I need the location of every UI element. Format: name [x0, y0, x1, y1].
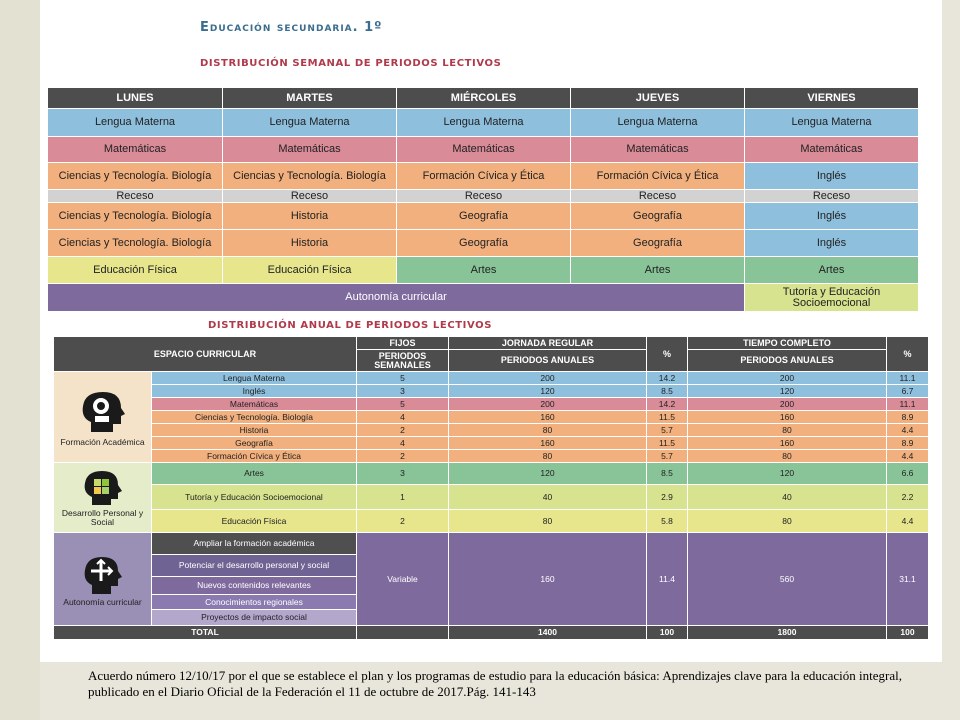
weekly-schedule-table — [47, 87, 919, 312]
value-cell: 3 — [357, 385, 449, 398]
table-row — [54, 450, 929, 463]
value-cell: 4 — [357, 437, 449, 450]
total-row — [54, 626, 929, 640]
tutoria-cell: Tutoría y Educación Socioemocional — [745, 284, 919, 312]
schedule-cell: Ciencias y Tecnología. Biología — [223, 163, 397, 190]
value-cell: 120 — [449, 463, 647, 485]
value-cell: 11.5 — [647, 437, 688, 450]
schedule-cell: Geografía — [397, 203, 571, 230]
subject-cell: Educación Física — [152, 510, 357, 533]
schedule-cell: Educación Física — [48, 257, 223, 284]
value-cell: 5 — [357, 372, 449, 385]
value-cell: 160 — [688, 437, 887, 450]
schedule-cell: Ciencias y Tecnología. Biología — [48, 163, 223, 190]
value-cell: 80 — [688, 424, 887, 437]
schedule-cell: Lengua Materna — [571, 109, 745, 137]
subject-cell: Conocimientos regionales — [152, 595, 357, 610]
total-cell: 1400 — [449, 626, 647, 640]
value-cell: 4.4 — [887, 510, 929, 533]
group-label: Formación Académica — [60, 436, 145, 447]
source-caption: Acuerdo número 12/10/17 por el que se establece el plan y los programas de estudio para la educación básica: Aprendizajes clave para la educación integral, publicado en el Diario Oficial de la Federación el 11 de octubre de 2017.Pág. 141-143 — [88, 668, 902, 699]
value-cell: 11.1 — [887, 372, 929, 385]
group-formacion — [54, 372, 152, 463]
value-cell: 8.5 — [647, 463, 688, 485]
schedule-cell: Artes — [745, 257, 919, 284]
schedule-cell: Ciencias y Tecnología. Biología — [48, 203, 223, 230]
weekly-row — [48, 257, 919, 284]
value-cell: 6.7 — [887, 385, 929, 398]
value-cell: 160 — [449, 437, 647, 450]
day-header: MIÉRCOLES — [397, 88, 571, 109]
schedule-cell: Geografía — [571, 230, 745, 257]
subject-cell: Formación Cívica y Ética — [152, 450, 357, 463]
subject-cell: Tutoría y Educación Socioemocional — [152, 485, 357, 510]
table-row — [54, 385, 929, 398]
weekly-row — [48, 163, 919, 190]
value-cell: 2.9 — [647, 485, 688, 510]
tiempo-header: TIEMPO COMPLETO — [688, 337, 887, 350]
group-label: Autonomía curricular — [63, 596, 142, 607]
value-cell: 2 — [357, 424, 449, 437]
value-cell: 6.6 — [887, 463, 929, 485]
group-label: Desarrollo Personal y Social — [61, 507, 144, 527]
value-cell: 560 — [688, 533, 887, 626]
value-cell: 160 — [449, 533, 647, 626]
subject-cell: Matemáticas — [152, 398, 357, 411]
schedule-cell: Matemáticas — [223, 137, 397, 163]
schedule-cell: Inglés — [745, 230, 919, 257]
value-cell: 80 — [449, 510, 647, 533]
schedule-cell: Artes — [571, 257, 745, 284]
day-header: LUNES — [48, 88, 223, 109]
weekly-row — [48, 284, 919, 312]
table-row — [54, 411, 929, 424]
periodos-anuales-header: PERIODOS ANUALES — [449, 350, 647, 372]
table-row — [54, 463, 929, 485]
schedule-cell: Receso — [571, 190, 745, 203]
total-label: TOTAL — [54, 626, 357, 640]
value-cell: 2 — [357, 510, 449, 533]
value-cell: 120 — [449, 385, 647, 398]
schedule-cell: Inglés — [745, 163, 919, 190]
value-cell: 31.1 — [887, 533, 929, 626]
weekly-row — [48, 230, 919, 257]
page-title: Educación secundaria. 1º — [200, 20, 383, 35]
value-cell: 2.2 — [887, 485, 929, 510]
schedule-cell: Matemáticas — [48, 137, 223, 163]
value-cell: 160 — [449, 411, 647, 424]
espacio-header: ESPACIO CURRICULAR — [54, 337, 357, 372]
schedule-cell: Matemáticas — [745, 137, 919, 163]
pct-header: % — [647, 337, 688, 372]
subject-cell: Nuevos contenidos relevantes — [152, 577, 357, 595]
schedule-cell: Educación Física — [223, 257, 397, 284]
weekly-row — [48, 190, 919, 203]
value-cell: 8.9 — [887, 437, 929, 450]
table-row — [54, 372, 929, 385]
day-header: VIERNES — [745, 88, 919, 109]
subject-cell: Ciencias y Tecnología. Biología — [152, 411, 357, 424]
value-cell: 8.9 — [887, 411, 929, 424]
value-cell: 40 — [449, 485, 647, 510]
periodos-semanales-header: PERIODOS SEMANALES — [357, 350, 449, 372]
value-cell: 4 — [357, 411, 449, 424]
value-cell: 14.2 — [647, 398, 688, 411]
schedule-cell: Receso — [745, 190, 919, 203]
table-row — [54, 510, 929, 533]
value-cell: 200 — [449, 398, 647, 411]
value-cell: 5 — [357, 398, 449, 411]
schedule-cell: Historia — [223, 203, 397, 230]
value-cell: 11.5 — [647, 411, 688, 424]
value-cell: 11.1 — [887, 398, 929, 411]
day-header: JUEVES — [571, 88, 745, 109]
jornada-header: JORNADA REGULAR — [449, 337, 647, 350]
total-cell: 100 — [887, 626, 929, 640]
value-cell: 5.8 — [647, 510, 688, 533]
subject-cell: Proyectos de impacto social — [152, 610, 357, 626]
subject-cell: Historia — [152, 424, 357, 437]
total-cell: 100 — [647, 626, 688, 640]
schedule-cell: Lengua Materna — [397, 109, 571, 137]
schedule-cell: Lengua Materna — [48, 109, 223, 137]
value-cell: 80 — [688, 450, 887, 463]
fijos-header: FIJOS — [357, 337, 449, 350]
value-cell: 14.2 — [647, 372, 688, 385]
weekly-row — [48, 203, 919, 230]
subject-cell: Inglés — [152, 385, 357, 398]
value-cell: 8.5 — [647, 385, 688, 398]
head-brain-icon — [77, 388, 129, 436]
day-header: MARTES — [223, 88, 397, 109]
annual-distribution-table — [53, 336, 929, 640]
value-cell: 80 — [449, 424, 647, 437]
head-arrows-icon — [80, 552, 126, 596]
table-row — [54, 424, 929, 437]
pct-header: % — [887, 337, 929, 372]
total-cell: 1800 — [688, 626, 887, 640]
schedule-cell: Ciencias y Tecnología. Biología — [48, 230, 223, 257]
annual-header-row — [54, 337, 929, 350]
left-margin-bar — [0, 0, 40, 720]
schedule-cell: Matemáticas — [397, 137, 571, 163]
weekly-header-row — [48, 88, 919, 109]
value-cell: 200 — [449, 372, 647, 385]
value-cell: 120 — [688, 463, 887, 485]
value-cell: 4.4 — [887, 424, 929, 437]
value-cell: 200 — [688, 398, 887, 411]
table-row — [54, 398, 929, 411]
value-cell: 2 — [357, 450, 449, 463]
value-cell: 160 — [688, 411, 887, 424]
value-cell: Variable — [357, 533, 449, 626]
schedule-cell: Lengua Materna — [223, 109, 397, 137]
schedule-cell: Matemáticas — [571, 137, 745, 163]
annual-title: DISTRIBUCIÓN ANUAL DE PERIODOS LECTIVOS — [208, 320, 493, 331]
schedule-cell: Historia — [223, 230, 397, 257]
periodos-anuales-header: PERIODOS ANUALES — [688, 350, 887, 372]
value-cell: 40 — [688, 485, 887, 510]
schedule-cell: Formación Cívica y Ética — [397, 163, 571, 190]
schedule-cell: Lengua Materna — [745, 109, 919, 137]
total-cell — [357, 626, 449, 640]
schedule-cell: Formación Cívica y Ética — [571, 163, 745, 190]
value-cell: 4.4 — [887, 450, 929, 463]
weekly-row — [48, 109, 919, 137]
subject-cell: Potenciar el desarrollo personal y social — [152, 555, 357, 577]
value-cell: 3 — [357, 463, 449, 485]
value-cell: 11.4 — [647, 533, 688, 626]
group-desarrollo — [54, 463, 152, 533]
schedule-cell: Geografía — [397, 230, 571, 257]
value-cell: 120 — [688, 385, 887, 398]
subject-cell: Geografía — [152, 437, 357, 450]
head-puzzle-icon — [80, 469, 126, 507]
table-row — [54, 533, 929, 555]
value-cell: 80 — [449, 450, 647, 463]
value-cell: 80 — [688, 510, 887, 533]
schedule-cell: Receso — [397, 190, 571, 203]
value-cell: 1 — [357, 485, 449, 510]
subject-cell: Artes — [152, 463, 357, 485]
schedule-cell: Receso — [48, 190, 223, 203]
schedule-cell: Receso — [223, 190, 397, 203]
value-cell: 200 — [688, 372, 887, 385]
schedule-cell: Inglés — [745, 203, 919, 230]
subject-cell: Ampliar la formación académica — [152, 533, 357, 555]
subject-cell: Lengua Materna — [152, 372, 357, 385]
weekly-title: DISTRIBUCIÓN SEMANAL DE PERIODOS LECTIVOS — [200, 58, 502, 69]
schedule-cell: Artes — [397, 257, 571, 284]
autonomia-cell: Autonomía curricular — [48, 284, 745, 312]
value-cell: 5.7 — [647, 450, 688, 463]
table-row — [54, 485, 929, 510]
value-cell: 5.7 — [647, 424, 688, 437]
table-row — [54, 437, 929, 450]
group-autonomia — [54, 533, 152, 626]
weekly-row — [48, 137, 919, 163]
schedule-cell: Geografía — [571, 203, 745, 230]
